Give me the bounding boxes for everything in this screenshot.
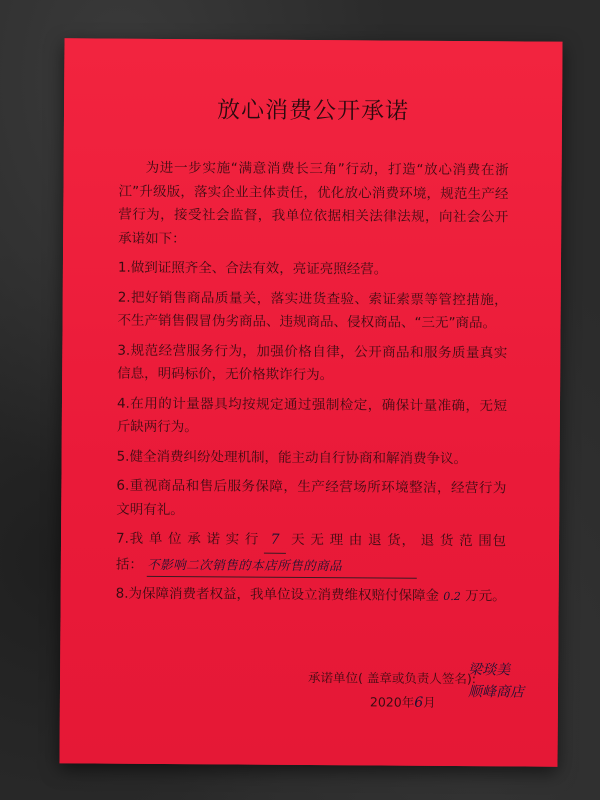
item-5: 5.健全消费纠纷处理机制，能主动自行协商和解消费争议。 [116,448,468,467]
signature-shop: 顺峰商店 [467,684,525,701]
date-year: 2020年 [369,694,415,710]
document-body [116,157,509,615]
intro-paragraph: 为进一步实施“满意消费长三角”行动，打造“放心消费在浙江”升级版，落实企业主体责任，优化放心消费环境，规范生产经营行为，接受社会监督，我单位依据相关法律法规，向社会公开承诺如下： [118,159,509,247]
date-month-suffix: 月 [423,694,436,710]
return-scope-handwritten: 不影响二次销售的本店所售的商品 [147,552,417,578]
handwritten-signature [468,659,548,704]
item-3: 3.规范经营服务行为，加强价格自律，公开商品和服务质量真实信息，明码标价，无价格欺诈行为。 [117,342,508,384]
document-title: 放心消费公开承诺 [216,97,410,125]
item-2: 2.把好销售商品质量关，落实进货查验、索证索票等管控措施，不生产销售假冒伪劣商品、违规商品、侵权商品、“三无”商品。 [117,289,508,332]
item-8-suffix: 万元。 [465,588,506,605]
item-4: 4.在用的计量器具均按规定通过强制检定，确保计量准确，无短斤缺两行为。 [116,395,508,436]
return-days-handwritten: 7 [264,529,286,554]
signature-name: 梁琰美 [468,662,511,679]
item-8-prefix: 8.为保障消费者权益，我单位设立消费维权赔付保障金 [115,585,440,604]
commitment-paper [59,38,562,766]
deposit-amount-handwritten: 0.2 [443,589,461,604]
signer-label: 承诺单位( 盖章或负责人签名): [308,669,477,687]
commitment-date [370,692,436,710]
item-6: 6.重视商品和售后服务保障，生产经营场所环境整洁，经营行为文明有礼。 [116,477,507,518]
item-8 [116,583,506,609]
item-7-middle: 天 无 理 由 退 货， 退 货 范 围包括： [115,531,507,573]
date-month-handwritten: 6 [414,694,424,711]
item-1: 1.做到证照齐全、合法有效，亮证亮照经营。 [117,259,388,278]
item-7 [116,528,506,580]
item-7-prefix: 7.我 单 位 承 诺 实 行 [115,530,260,548]
